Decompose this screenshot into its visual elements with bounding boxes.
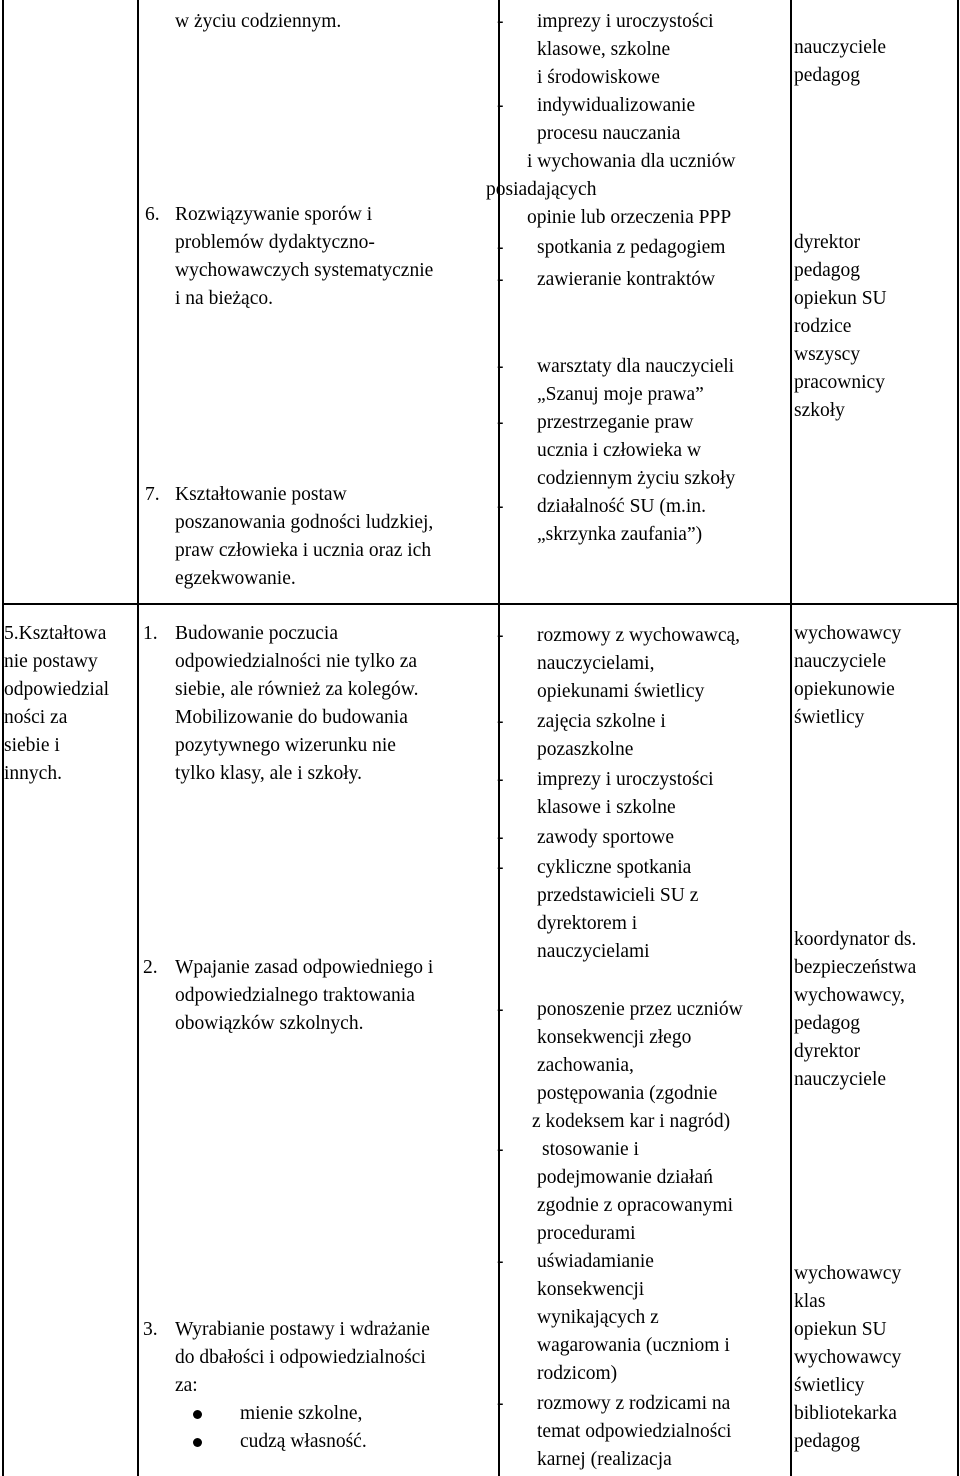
row1-objectives-line: w życiu codziennym. [175,11,342,32]
row1-responsible-line: dyrektor [794,232,861,253]
row2-forms-line: - [497,769,504,790]
row2-forms-line: - [497,857,504,878]
row2-area-line: ności za [4,707,68,728]
row2-forms-line: przedstawicieli SU z [537,885,699,906]
bullet-icon [193,1410,202,1419]
row2-forms-line: ponoszenie przez uczniów [537,999,743,1020]
row2-objectives-line: Wyrabianie postawy i wdrażanie [175,1319,430,1340]
row1-responsible-line: pedagog [794,65,861,86]
row1-forms-line: działalność SU (m.in. [537,496,706,517]
row2-forms-line: rodzicom) [537,1363,618,1384]
row2-forms-line: zawody sportowe [537,827,675,848]
row1-objectives-line: 6. [145,204,160,225]
row2-forms-line: zgodnie z opracowanymi [537,1195,734,1216]
row2-forms-line: procedurami [537,1223,636,1244]
row2-forms-line: - [497,1139,504,1160]
table-row-divider [2,603,959,605]
row2-forms-line: temat odpowiedzialności [537,1421,732,1442]
row2-forms-line: - [497,827,504,848]
row2-forms-line: - [497,999,504,1020]
row1-forms-line: codziennym życiu szkoły [537,468,736,489]
row2-forms-line: pozaszkolne [537,739,634,760]
row2-objectives-line: 1. [143,623,158,644]
row2-area-line: odpowiedzial [4,679,110,700]
row1-forms-line: - [497,356,504,377]
row1-forms-line: klasowe, szkolne [537,39,671,60]
row2-forms-line: nauczycielami, [537,653,655,674]
row2-forms-line: klasowe i szkolne [537,797,676,818]
table-column-divider-3 [790,0,792,1476]
row2-forms-line: zachowania, [537,1055,634,1076]
row2-objectives-line: Wpajanie zasad odpowiedniego i [175,957,434,978]
row2-forms-line: imprezy i uroczystości [537,769,714,790]
row1-objectives-line: i na bieżąco. [175,288,273,309]
row1-objectives-line: Rozwiązywanie sporów i [175,204,373,225]
row2-objectives-line: Budowanie poczucia [175,623,338,644]
row2-responsible-line: dyrektor [794,1041,861,1062]
row1-forms-line: spotkania z pedagogiem [537,237,726,258]
row2-responsible-line: nauczyciele [794,651,887,672]
row2-objectives-line: odpowiedzialności nie tylko za [175,651,418,672]
table-column-divider-1 [137,0,139,1476]
row2-responsible-line: pedagog [794,1431,861,1452]
row2-objectives-line: za: [175,1375,198,1396]
row2-objectives-line: odpowiedzialnego traktowania [175,985,415,1006]
row2-objectives-line: Mobilizowanie do budowania [175,707,408,728]
row1-forms-line: „skrzynka zaufania”) [537,524,703,545]
row2-responsible-line: nauczyciele [794,1069,887,1090]
row1-forms-line: przestrzeganie praw [537,412,694,433]
row2-responsible-line: bibliotekarka [794,1403,897,1424]
row2-objectives-line: tylko klasy, ale i szkoły. [175,763,363,784]
row1-responsible-line: rodzice [794,316,852,337]
row1-forms-line: procesu nauczania [537,123,681,144]
row2-responsible-line: opiekunowie [794,679,895,700]
row1-forms-line: - [497,269,504,290]
row2-area-line: nie postawy [4,651,98,672]
row1-objectives-line: 7. [145,484,160,505]
row2-forms-line: podejmowanie działań [537,1167,713,1188]
row1-objectives-line: problemów dydaktyczno- [175,232,375,253]
row2-forms-line: konsekwencji [537,1279,645,1300]
row2-responsible-line: pedagog [794,1013,861,1034]
row1-forms-line: indywidualizowanie [537,95,696,116]
row2-forms-line: nauczycielami [537,941,650,962]
row2-responsible-line: klas [794,1291,826,1312]
row2-forms-line: wagarowania (uczniom i [537,1335,730,1356]
row2-forms-line: postępowania (zgodnie [537,1083,718,1104]
row2-forms-line: konsekwencji złego [537,1027,692,1048]
row2-forms-line: opiekunami świetlicy [537,681,705,702]
row1-forms-line: - [497,412,504,433]
row2-forms-line: - [497,1251,504,1272]
row2-forms-line: - [497,1393,504,1414]
row2-responsible-line: koordynator ds. [794,929,917,950]
row1-forms-line: opinie lub orzeczenia PPP [527,207,732,228]
row1-forms-line: warsztaty dla nauczycieli [537,356,735,377]
row2-responsible-line: wychowawcy [794,1263,902,1284]
row1-responsible-line: nauczyciele [794,37,887,58]
row2-forms-line: cykliczne spotkania [537,857,692,878]
row1-forms-line: posiadających [486,179,597,200]
row2-objectives-line: 3. [143,1319,158,1340]
row1-responsible-line: wszyscy [794,344,861,365]
row2-forms-line: stosowanie i [542,1139,639,1160]
row2-responsible-line: bezpieczeństwa [794,957,917,978]
row1-forms-line: - [497,237,504,258]
row2-responsible-line: wychowawcy [794,1347,902,1368]
row2-forms-line: karnej (realizacja [537,1449,672,1470]
row1-objectives-line: poszanowania godności ludzkiej, [175,512,434,533]
row1-forms-line: - [497,496,504,517]
row2-responsible-line: wychowawcy, [794,985,905,1006]
row1-forms-line: ucznia i człowieka w [537,440,702,461]
row1-objectives-line: Kształtowanie postaw [175,484,347,505]
row2-forms-line: - [497,711,504,732]
row2-forms-line: z kodeksem kar i nagród) [532,1111,731,1132]
row1-responsible-line: pedagog [794,260,861,281]
row2-forms-line: uświadamianie [537,1251,654,1272]
row1-objectives-line: wychowawczych systematycznie [175,260,434,281]
row2-objectives-line: pozytywnego wizerunku nie [175,735,396,756]
row2-responsible-line: świetlicy [794,707,865,728]
row2-forms-line: rozmowy z wychowawcą, [537,625,741,646]
row2-forms-line: - [497,625,504,646]
row2-responsible-line: wychowawcy [794,623,902,644]
row1-forms-line: zawieranie kontraktów [537,269,716,290]
row2-area-line: innych. [4,763,62,784]
row2-area-line: siebie i [4,735,60,756]
row1-forms-line: i środowiskowe [537,67,660,88]
row2-objectives-line: siebie, ale również za kolegów. [175,679,419,700]
row2-objectives-line: obowiązków szkolnych. [175,1013,364,1034]
row2-objectives-line: do dbałości i odpowiedzialności [175,1347,426,1368]
row1-responsible-line: szkoły [794,400,845,421]
row1-responsible-line: opiekun SU [794,288,887,309]
row2-objectives-line: mienie szkolne, [240,1403,363,1424]
row2-forms-line: rozmowy z rodzicami na [537,1393,731,1414]
row2-objectives-line: 2. [143,957,158,978]
row2-area-line: 5.Kształtowa [4,623,107,644]
row1-objectives-line: praw człowieka i ucznia oraz ich [175,540,432,561]
row2-objectives-line: cudzą własność. [240,1431,367,1452]
row1-objectives-line: egzekwowanie. [175,568,296,589]
row2-forms-line: dyrektorem i [537,913,638,934]
row1-forms-line: imprezy i uroczystości [537,11,714,32]
row1-responsible-line: pracownicy [794,372,885,393]
table-border-right [957,0,959,1476]
row1-forms-line: „Szanuj moje prawa” [537,384,704,405]
row1-forms-line: - [497,11,504,32]
row2-responsible-line: świetlicy [794,1375,865,1396]
row1-forms-line: i wychowania dla uczniów [527,151,736,172]
row2-forms-line: wynikających z [537,1307,659,1328]
row1-forms-line: - [497,95,504,116]
row2-forms-line: zajęcia szkolne i [537,711,666,732]
row2-responsible-line: opiekun SU [794,1319,887,1340]
bullet-icon [193,1438,202,1447]
